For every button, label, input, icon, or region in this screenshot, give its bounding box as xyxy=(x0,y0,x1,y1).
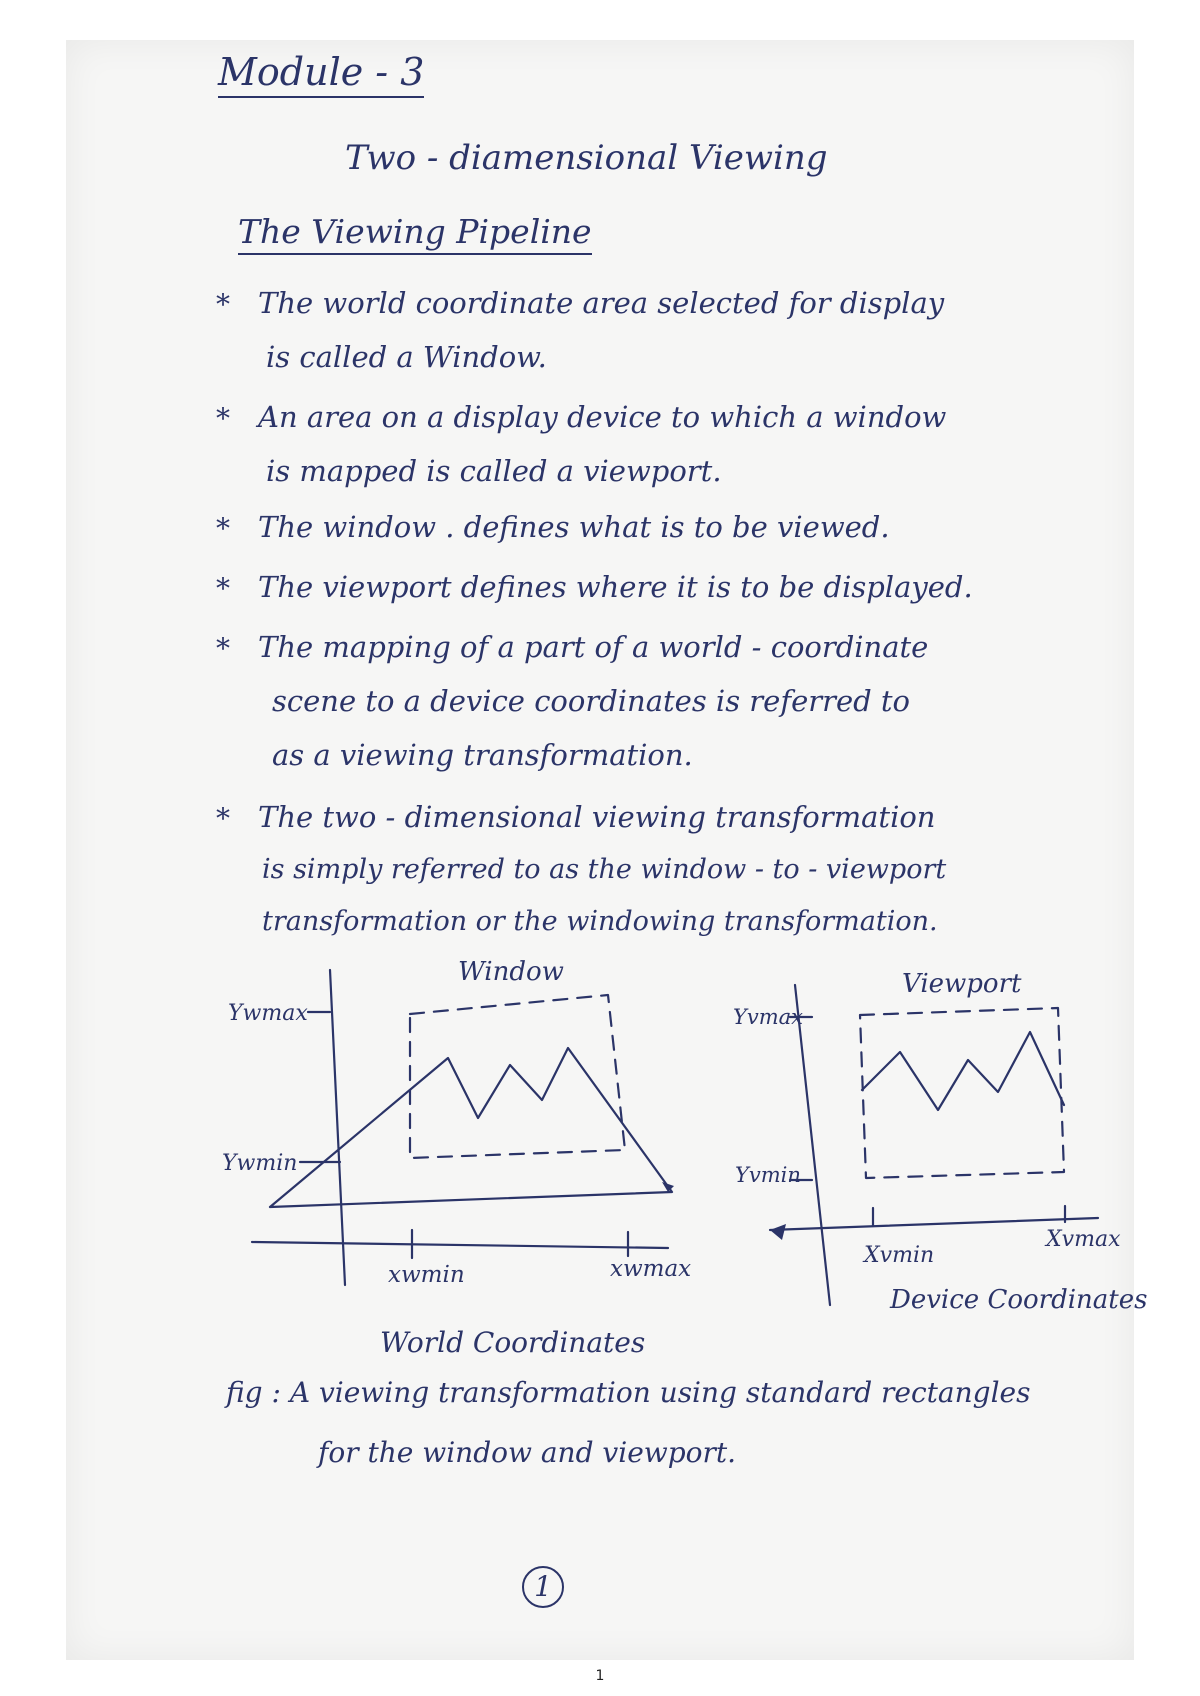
bullet-2-line-1: An area on a display device to which a window xyxy=(258,400,947,434)
page-footer-number: 1 xyxy=(595,1668,605,1684)
label-xvmax: Xvmax xyxy=(1046,1227,1121,1252)
label-yvmin: Yvmin xyxy=(735,1163,801,1187)
label-xwmax: xwmax xyxy=(610,1256,692,1282)
bullet-marker: * xyxy=(216,512,230,545)
label-ywmin: Ywmin xyxy=(222,1151,298,1176)
bullet-marker: * xyxy=(216,288,230,321)
handwritten-page-number: 1 xyxy=(522,1566,564,1608)
bullet-5-line-3: as a viewing transformation. xyxy=(272,738,693,772)
bullet-5-line-1: The mapping of a part of a world - coordinate xyxy=(258,630,929,664)
caption-device: Device Coordinates xyxy=(890,1285,1148,1315)
bullet-5-line-2: scene to a device coordinates is referred to xyxy=(272,684,911,718)
figure-caption-line-1: fig : A viewing transformation using standard rectangles xyxy=(226,1376,1031,1409)
label-yvmax: Yvmax xyxy=(733,1005,804,1029)
bullet-marker: * xyxy=(216,632,230,665)
bullet-1-line-1: The world coordinate area selected for display xyxy=(258,286,945,320)
section-title: The Viewing Pipeline xyxy=(238,212,592,255)
bullet-marker: * xyxy=(216,802,230,835)
paper-sheet xyxy=(66,40,1134,1660)
bullet-6-line-1: The two - dimensional viewing transformation xyxy=(258,800,936,834)
label-window: Window xyxy=(458,957,564,987)
bullet-marker: * xyxy=(216,572,230,605)
label-xvmin: Xvmin xyxy=(864,1243,935,1268)
bullet-1-line-2: is called a Window. xyxy=(266,340,547,374)
module-title: Module - 3 xyxy=(218,50,424,98)
figure-caption-line-2: for the window and viewport. xyxy=(318,1436,737,1469)
bullet-3-line-1: The window . defines what is to be viewed. xyxy=(258,510,890,544)
label-viewport: Viewport xyxy=(902,969,1022,999)
chapter-title: Two - diamensional Viewing xyxy=(345,138,828,178)
bullet-marker: * xyxy=(216,402,230,435)
label-ywmax: Ywmax xyxy=(228,1001,308,1026)
bullet-4-line-1: The viewport defines where it is to be displayed. xyxy=(258,570,973,604)
label-xwmin: xwmin xyxy=(388,1262,465,1288)
bullet-2-line-2: is mapped is called a viewport. xyxy=(266,454,722,488)
bullet-6-line-2: is simply referred to as the window - to - viewport xyxy=(262,854,947,885)
caption-world: World Coordinates xyxy=(380,1326,646,1359)
bullet-6-line-3: transformation or the windowing transformation. xyxy=(262,906,938,937)
